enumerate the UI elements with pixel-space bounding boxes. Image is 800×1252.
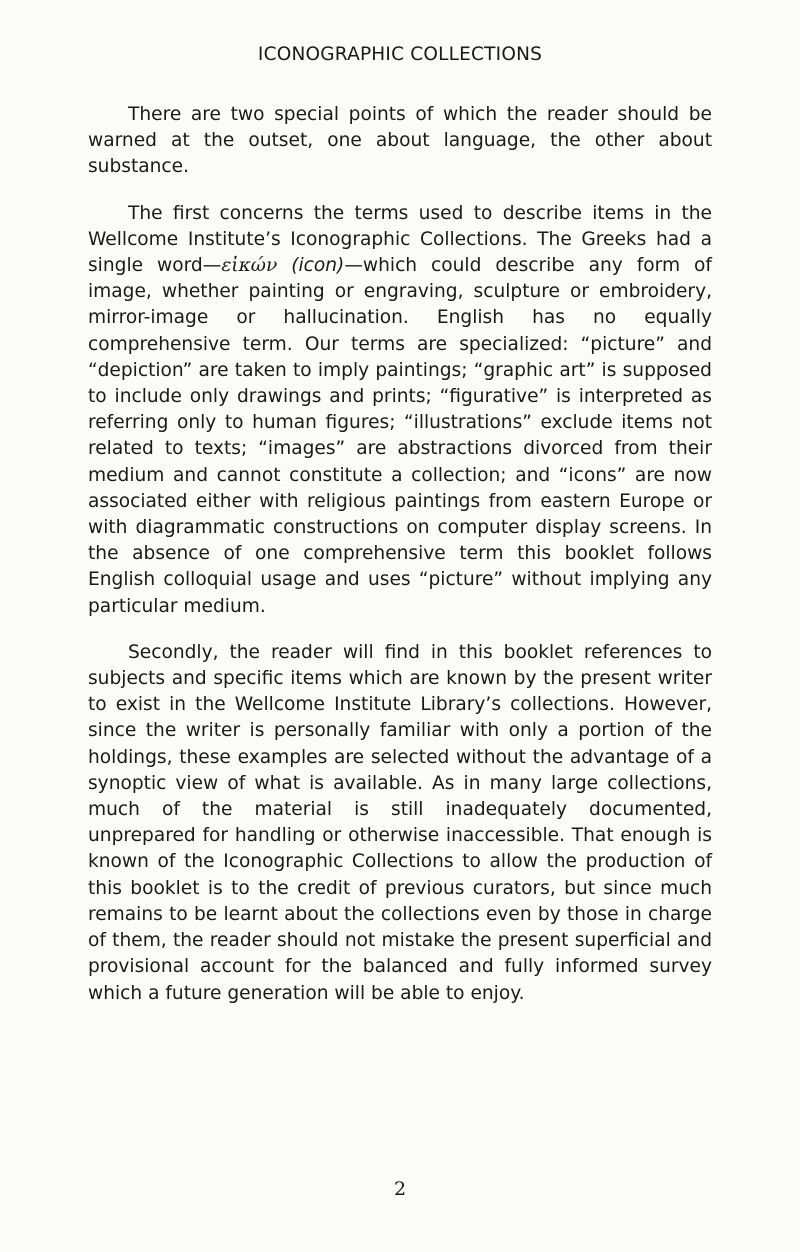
greek-word: εἰκών: [221, 255, 278, 277]
page-number: 2: [393, 1178, 407, 1200]
paragraph-warning: There are two special points of which the reader should be warned at the outset, one about language, the other about substance.: [88, 104, 712, 178]
paragraph-terms-rest: —which could describe any form of image, whether painting or engraving, sculpture or embroidery, mirror-image or hallucination. English has no equally comprehensive term. Our terms are specialized: “picture” and “depiction” are taken to imply paintings; “graphic art” is supposed to include only drawings and prints; “figurative” is interpreted as referring only to human figures; “illustrations” exclude items not related to texts; “images” are abstractions divorced from their medium and cannot constitute a collection; and “icons” are now associated either with religious paintings from eastern Europe or with diagrammatic constructions on computer display screens. In the absence of one comprehensive term this booklet follows English colloquial usage and uses “picture” without implying any particular medium.: [88, 255, 712, 617]
paragraph-references: Secondly, the reader will find in this booklet references to subjects and specific items which are known by the present writer to exist in the Wellcome Institute Library’s collections. However, since the writer is personally familiar with only a portion of the holdings, these examples are selected without the advantage of a synoptic view of what is available. As in many large collections, much of the material is still inadequately documented, unprepared for handling or otherwise inaccessible. That enough is known of the Iconographic Collections to allow the production of this booklet is to the credit of previous curators, but since much remains to be learnt about the collections even by those in charge of them, the reader should not mistake the present superficial and provisional account for the balanced and fully informed survey which a future generation will be able to enjoy.: [88, 641, 712, 1004]
paragraph-terms: [88, 201, 712, 620]
body-text: [88, 102, 712, 1027]
icon-term: (icon): [291, 255, 345, 277]
paragraph-terms-start: The first concerns the terms used to describe items in the Wellcome Institute’s Iconographic Collections. The Greeks had a single word—: [88, 202, 712, 277]
running-head: ICONOGRAPHIC COLLECTIONS: [257, 44, 543, 65]
